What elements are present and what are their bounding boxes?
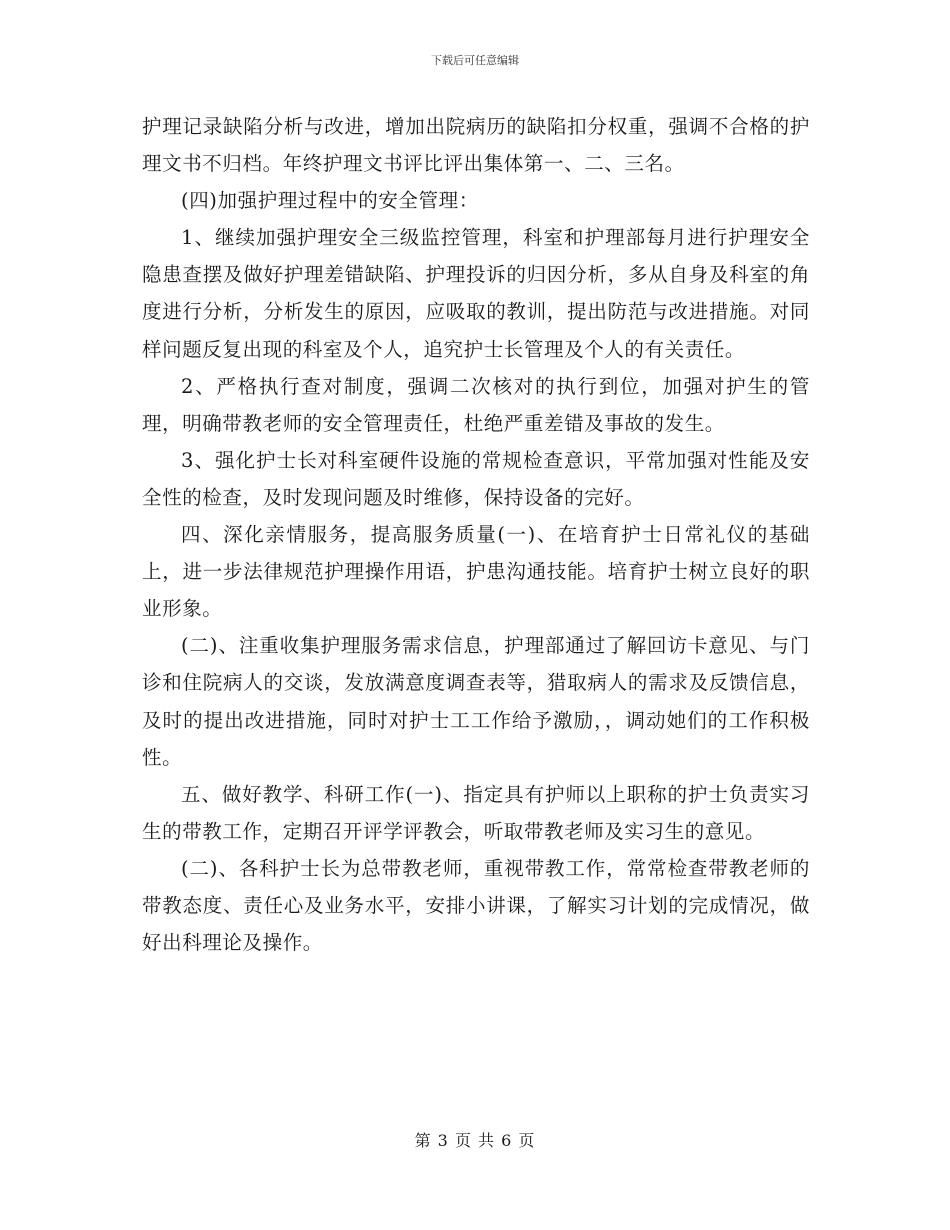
paragraph: (二)、各科护士长为总带教老师，重视带教工作，常常检查带教老师的带教态度、责任心及业务水平，安排小讲课，了解实习计划的完成情况，做好出科理论及操作。	[142, 856, 810, 955]
paragraph: 1、继续加强护理安全三级监控管理，科室和护理部每月进行护理安全隐患查摆及做好护理差错缺陷、护理投诉的归因分析，多从自身及科室的角度进行分析，分析发生的原因，应吸取的教训，提出防范与改进措施。对同样问题反复出现的科室及个人，追究护士长管理及个人的有关责任。	[142, 226, 810, 361]
paragraph: 3、强化护士长对科室硬件设施的常规检查意识，平常加强对性能及安全性的检查，及时发现问题及时维修，保持设备的完好。	[142, 448, 810, 509]
section-heading: (四)加强护理过程中的安全管理：	[181, 189, 479, 213]
paragraph: 2、严格执行查对制度，强调二次核对的执行到位，加强对护生的管理，明确带教老师的安全管理责任，杜绝严重差错及事故的发生。	[142, 374, 810, 435]
paragraph: 四、深化亲情服务，提高服务质量(一)、在培育护士日常礼仪的基础上，进一步法律规范护理操作用语，护患沟通技能。培育护士树立良好的职业形象。	[142, 523, 810, 621]
paragraph: 护理记录缺陷分析与改进，增加出院病历的缺陷扣分权重，强调不合格的护理文书不归档。年终护理文书评比评出集体第一、二、三名。	[142, 115, 810, 176]
page-number: 第 3 页 共 6 页	[414, 1131, 536, 1150]
document-body	[142, 108, 810, 961]
header-note: 下载后可任意编辑	[431, 54, 519, 67]
paragraph: 五、做好教学、科研工作(一)、指定具有护师以上职称的护士负责实习生的带教工作，定期召开评学评教会，听取带教老师及实习生的意见。	[142, 782, 810, 843]
paragraph: (二)、注重收集护理服务需求信息，护理部通过了解回访卡意见、与门诊和住院病人的交谈，发放满意度调查表等，猎取病人的需求及反馈信息，及时的提出改进措施，同时对护士工工作给予激励，，调动她们的工作积极性。	[142, 634, 810, 769]
